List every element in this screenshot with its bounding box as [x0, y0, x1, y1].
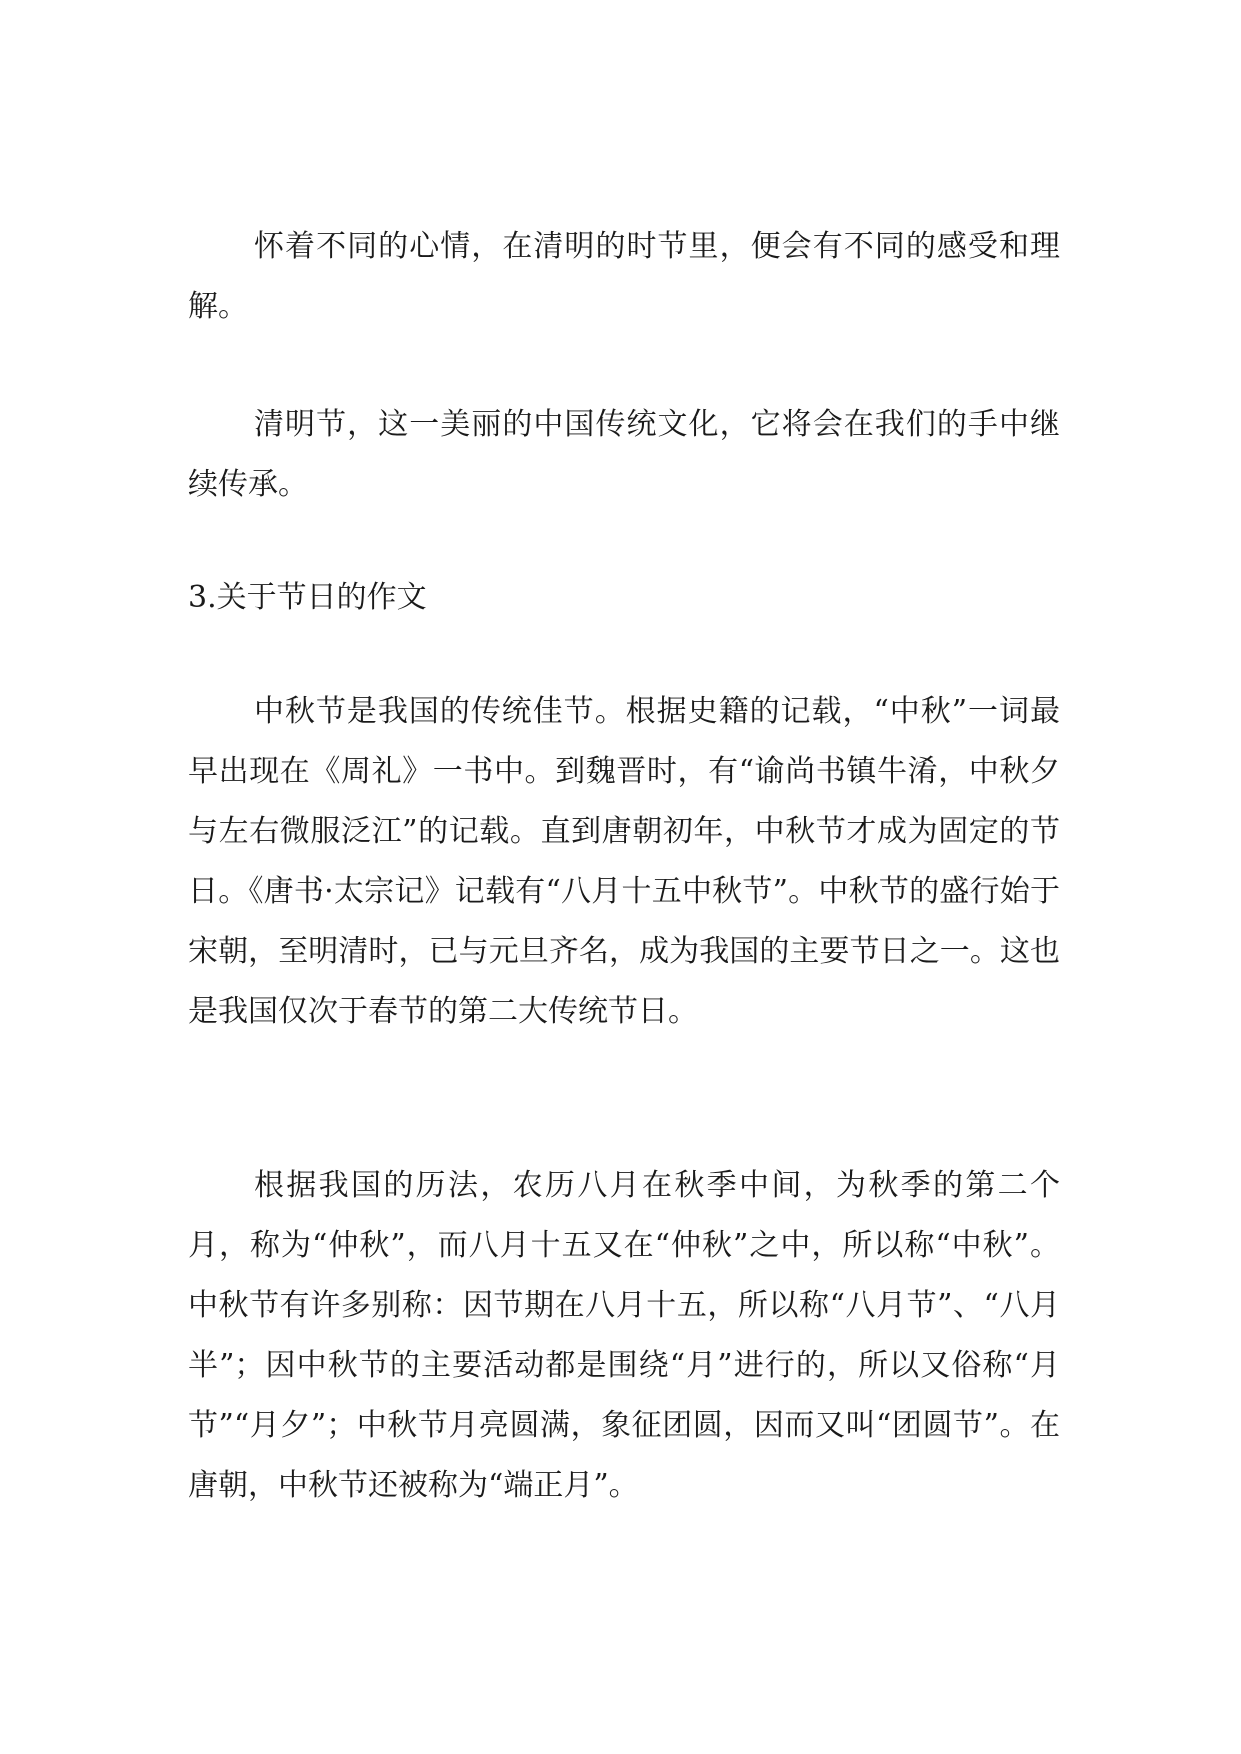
paragraph-mid-autumn-names: 根据我国的历法，农历八月在秋季中间，为秋季的第二个月，称为“仲秋”，而八月十五又在“仲秋”之中，所以称“中秋”。中秋节有许多别称：因节期在八月十五，所以称“八月节”、“八月半”；因中秋节的主要活动都是围绕“月”进行的，所以又俗称“月节”“月夕”；中秋节月亮圆满，象征团圆，因而又叫“团圆节”。在唐朝，中秋节还被称为“端正月”。: [188, 1168, 1060, 1503]
section-heading: 3.关于节日的作文: [188, 580, 427, 615]
paragraph-qingming-feelings: 怀着不同的心情，在清明的时节里，便会有不同的感受和理解。: [188, 229, 1060, 324]
paragraph-qingming-heritage: 清明节，这一美丽的中国传统文化，它将会在我们的手中继续传承。: [188, 407, 1060, 502]
paragraph-mid-autumn-history: 中秋节是我国的传统佳节。根据史籍的记载，“中秋”一词最早出现在《周礼》一书中。到魏晋时，有“谕尚书镇牛淆，中秋夕与左右微服泛江”的记载。直到唐朝初年，中秋节才成为固定的节日。《唐书·太宗记》记载有“八月十五中秋节”。中秋节的盛行始于宋朝，至明清时，已与元旦齐名，成为我国的主要节日之一。这也是我国仅次于春节的第二大传统节日。: [188, 694, 1060, 1029]
